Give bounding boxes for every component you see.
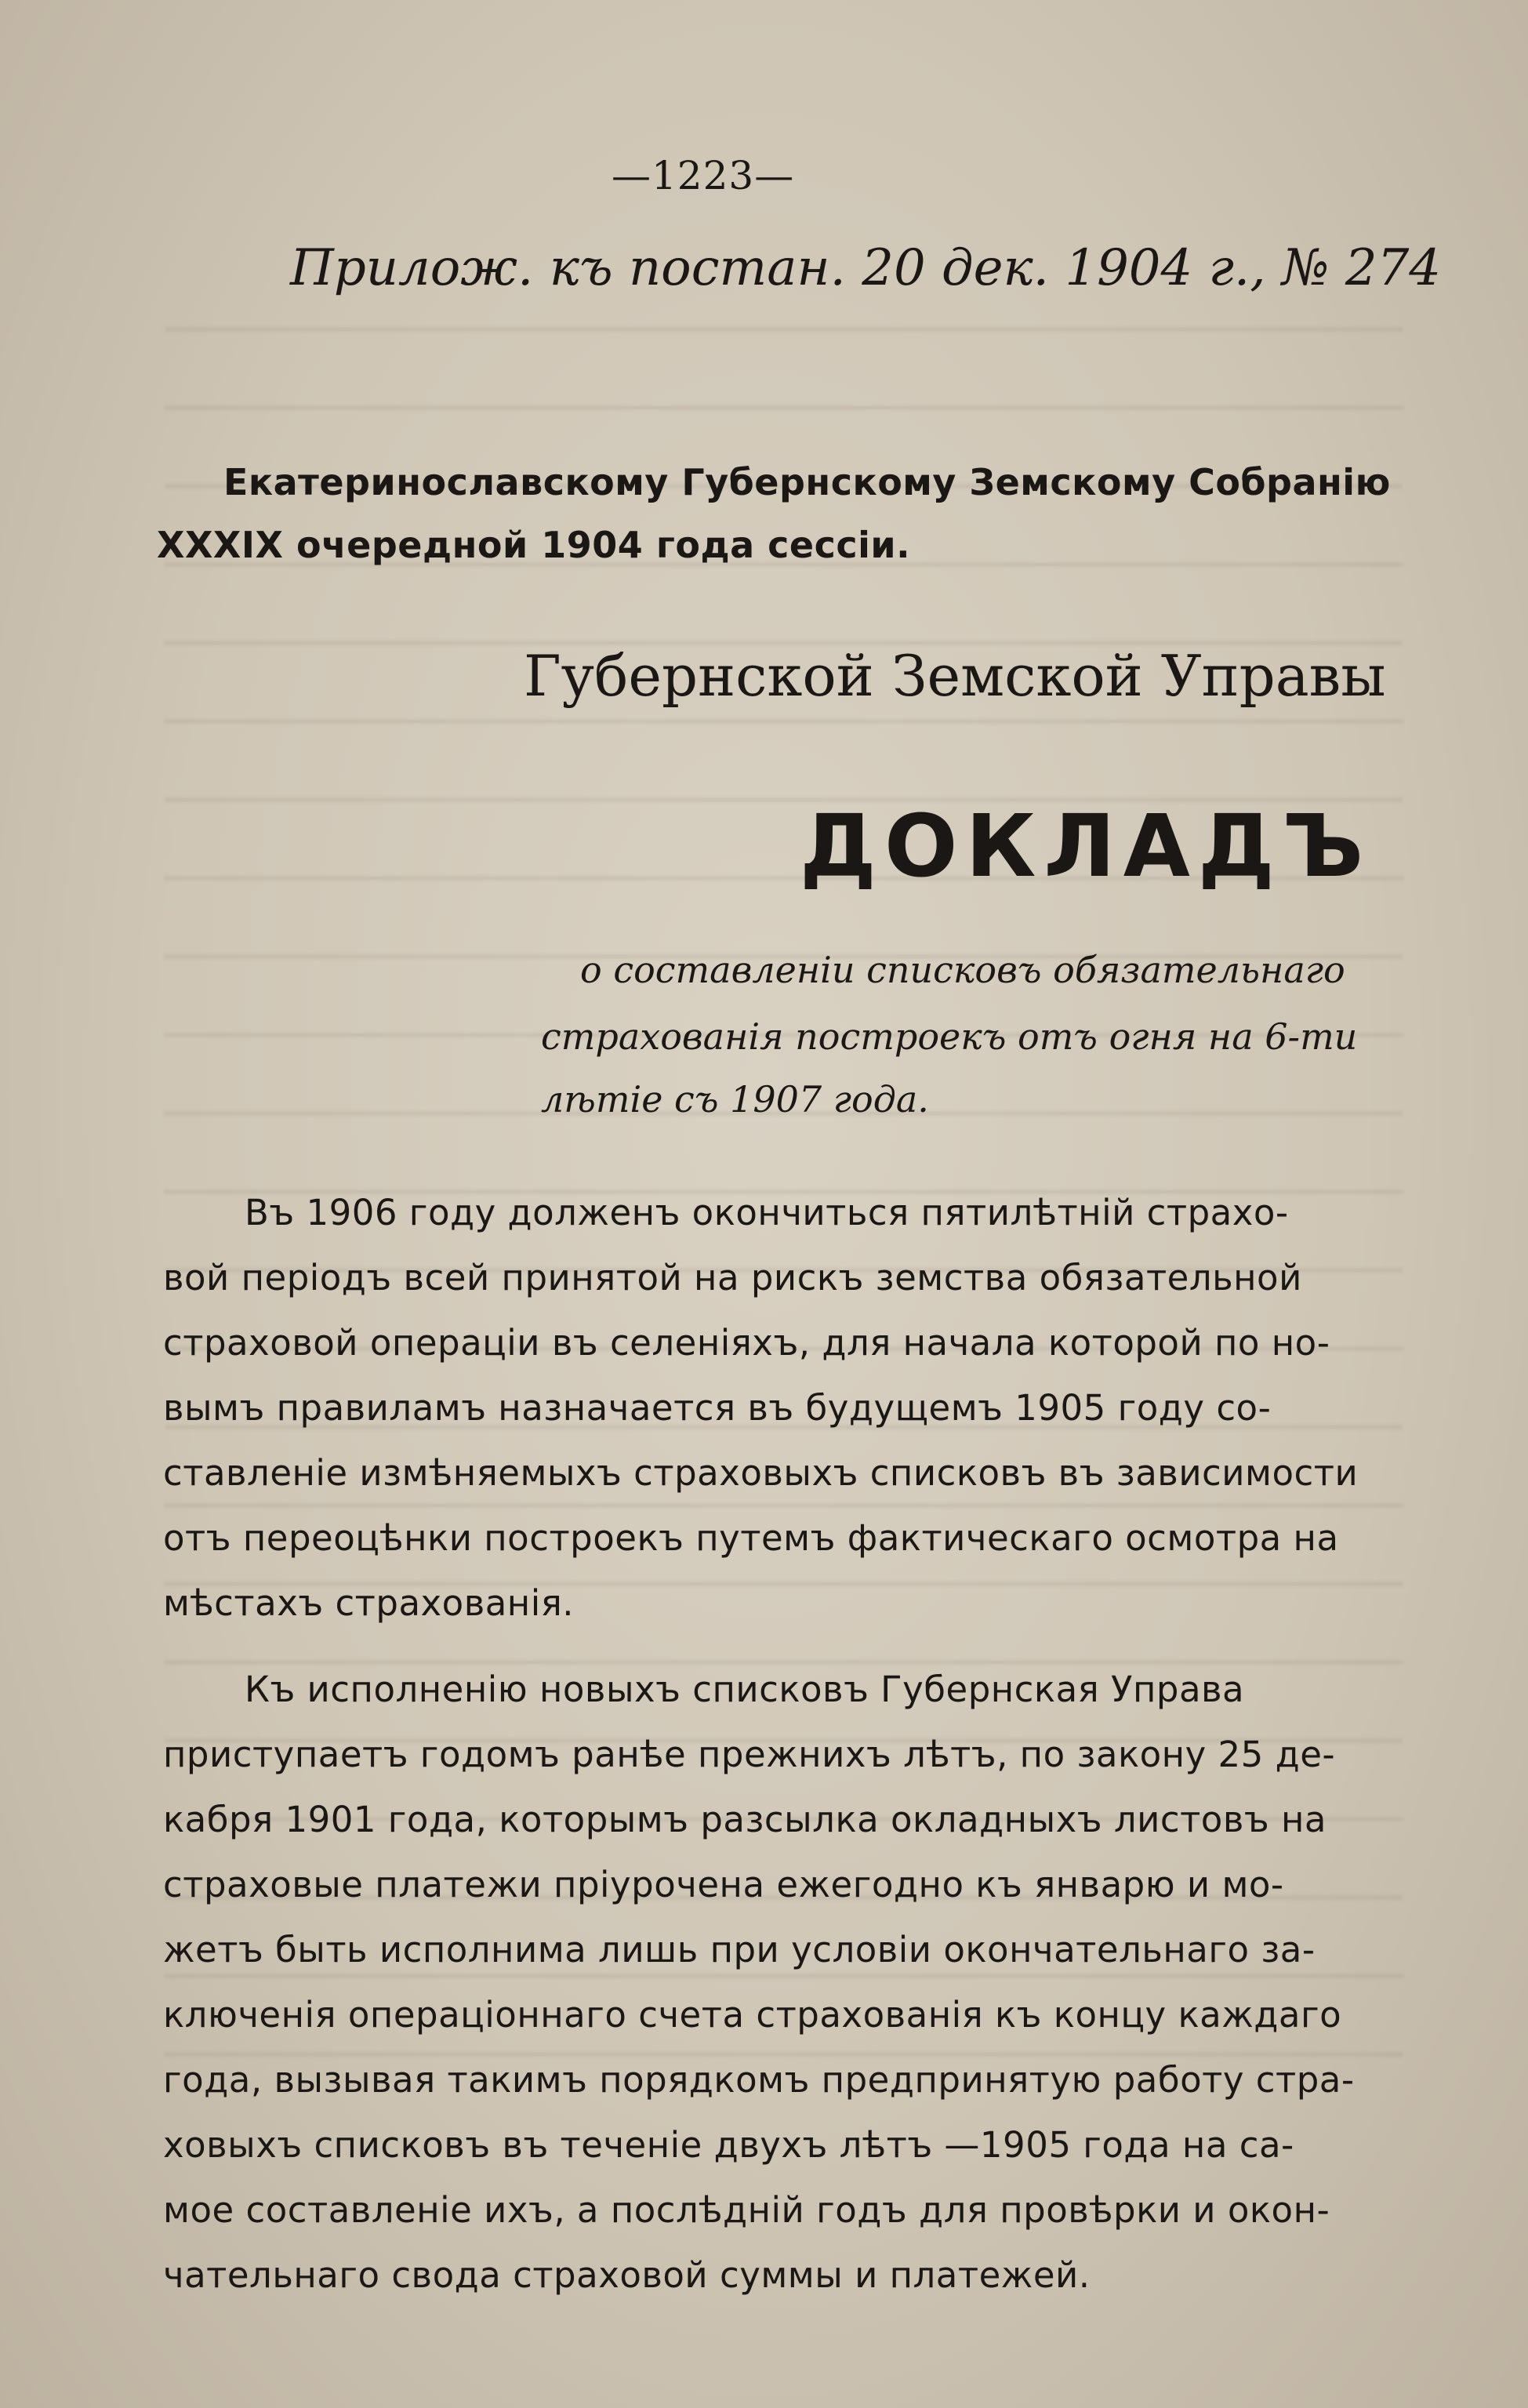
- body-line: ховыхъ списковъ въ теченіе двухъ лѣтъ —1905 года на са-: [163, 2124, 1294, 2166]
- body-line: жетъ быть исполнима лишь при условіи окончательнаго за-: [163, 1929, 1316, 1970]
- body-line: года, вызывая такимъ порядкомъ предпринятую работу стра-: [163, 2059, 1355, 2101]
- body-line: ставленіе измѣняемыхъ страховыхъ списковъ въ зависимости: [163, 1452, 1359, 1494]
- appendix-reference: Прилож. къ постан. 20 дек. 1904 г., № 274: [290, 239, 1441, 297]
- body-line: мое составленіе ихъ, а послѣдній годъ для провѣрки и окон-: [163, 2189, 1330, 2231]
- body-line: вымъ правиламъ назначается въ будущемъ 1905 году со-: [163, 1387, 1272, 1429]
- body-line: страховой операціи въ селеніяхъ, для начала которой по но-: [163, 1322, 1330, 1364]
- body-line: приступаетъ годомъ ранѣе прежнихъ лѣтъ, по закону 25 де-: [163, 1734, 1336, 1775]
- page-number: —1223—: [612, 153, 795, 198]
- body-line: чательнаго свода страховой суммы и платежей.: [163, 2254, 1091, 2296]
- addressee-line-2: XXXIX очередной 1904 года сессіи.: [157, 524, 911, 566]
- subtitle-line-1: о составленіи списковъ обязательнаго: [580, 949, 1345, 991]
- subtitle-line-2: страхованія построекъ отъ огня на 6-ти: [541, 1015, 1358, 1058]
- authority-heading: Губернской Земской Управы: [524, 643, 1386, 709]
- body-line: страховые платежи пріурочена ежегодно къ январю и мо-: [163, 1864, 1284, 1905]
- addressee-line-1: Екатеринославскому Губернскому Земскому Собранію: [223, 461, 1391, 503]
- subtitle-line-3: лѣтіе съ 1907 года.: [541, 1078, 929, 1120]
- body-line: Къ исполненію новыхъ списковъ Губернская Управа: [245, 1669, 1245, 1710]
- body-line: кабря 1901 года, которымъ разсылка окладныхъ листовъ на: [163, 1799, 1327, 1840]
- body-line: ключенія операціоннаго счета страхованія къ концу каждаго: [163, 1994, 1342, 2036]
- body-line: отъ переоцѣнки построекъ путемъ фактическаго осмотра на: [163, 1517, 1339, 1559]
- body-line: мѣстахъ страхованія.: [163, 1582, 575, 1624]
- body-line: Въ 1906 году долженъ окончиться пятилѣтній страхо-: [245, 1192, 1289, 1233]
- document-title: ДОКЛАДЪ: [800, 796, 1372, 896]
- body-line: вой періодъ всей принятой на рискъ земства обязательной: [163, 1257, 1302, 1298]
